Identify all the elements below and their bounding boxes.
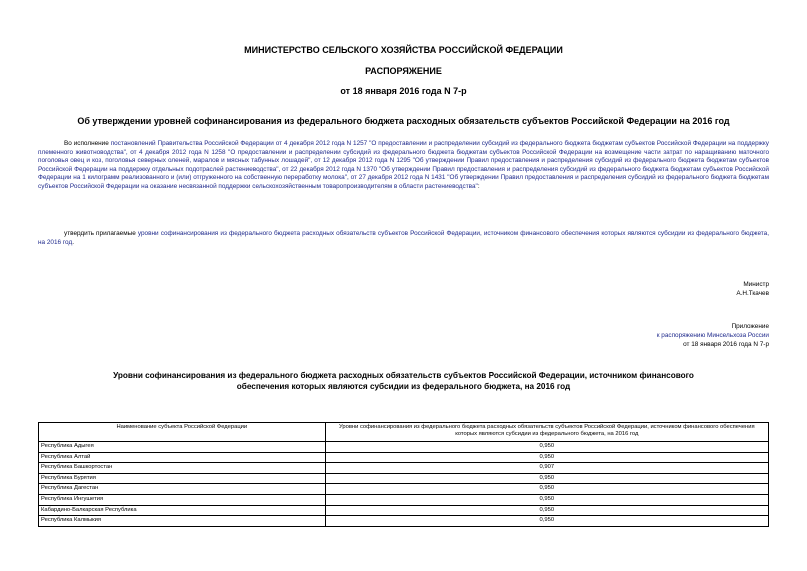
table-row: [39, 494, 769, 505]
table-header-level: Уровни софинансирования из федерального бюджета расходных обязательств субъектов Российской Федерации, источником финансового обеспечения которых являются субсидии из федерального бюджета, на 2016 год: [325, 423, 768, 442]
table-row: [39, 452, 769, 463]
appendix-label: Приложение: [731, 323, 769, 330]
level-value-cell: 0,950: [325, 516, 768, 527]
table-row: [39, 516, 769, 527]
level-value-cell: 0,907: [325, 463, 768, 474]
decree-links[interactable]: постановлений Правительства Российской Федерации от 4 декабря 2012 года N 1257 "О предоставлении и распределении субсидий из федерального бюджета бюджетам субъектов Российской Федерации на поддержку племенного животноводства", от 4 декабря 2012 года N 1258 "О предоставлении и распределении субсидий из федерального бюджета бюджетам субъектов Российской Федерации на возмещение части затрат по наращиванию маточного поголовья овец и коз, поголовья северных оленей, маралов и мясных табунных лошадей", от 12 декабря 2012 года N 1295 "Об утверждении Правил предоставления и распределения субсидий из федерального бюджета бюджетам субъектов Российской Федерации на поддержку отдельных подотраслей растениеводства", от 22 декабря 2012 года N 1370 "Об утверждении Правил предоставления и распределения субсидий из федерального бюджета бюджетам субъектов Российской Федерации на 1 килограмм реализованного и (или) отгруженного на собственную переработку молока", от 27 декабря 2012 года N 1431 "Об утверждении Правил предоставления и распределения субсидий из федерального бюджета бюджетам субъектов Российской Федерации на оказание несвязанной поддержки сельскохозяйственным товаропроизводителям в области растениеводства": [38, 140, 769, 190]
table-row: [39, 442, 769, 453]
region-name-cell: Кабардино-Балкарская Республика: [39, 505, 326, 516]
level-value-cell: 0,950: [325, 452, 768, 463]
appendix-title: Уровни софинансирования из федерального бюджета расходных обязательств субъектов Российской Федерации, источником финансового обеспечения которых являются субсидии из федерального бюджета, на 2016 год: [113, 371, 694, 391]
table-body: [39, 442, 769, 527]
table-header-row: [39, 423, 769, 442]
level-value-cell: 0,950: [325, 494, 768, 505]
ministry-heading: МИНИСТЕРСТВО СЕЛЬСКОГО ХОЗЯЙСТВА РОССИЙСКОЙ ФЕДЕРАЦИИ: [244, 45, 563, 55]
approve-paragraph: [38, 230, 769, 247]
approve-link[interactable]: уровни софинансирования из федерального бюджета расходных обязательств субъектов Российской Федерации, источником финансового обеспечения которых являются субсидии из федерального бюджета, на 2016 год: [38, 230, 769, 246]
doc-title: Об утверждении уровней софинансирования из федерального бюджета расходных обязательств субъектов Российской Федерации на 2016 год: [77, 116, 730, 126]
region-name-cell: Республика Алтай: [39, 452, 326, 463]
table-row: [39, 484, 769, 495]
signature-position: Министр: [743, 281, 769, 288]
region-name-cell: Республика Ингушетия: [39, 494, 326, 505]
region-name-cell: Республика Калмыкия: [39, 516, 326, 527]
table-row: [39, 505, 769, 516]
preamble-end: :: [477, 182, 480, 190]
levels-table: [38, 422, 769, 527]
signature-name: А.Н.Ткачев: [736, 290, 769, 297]
level-value-cell: 0,950: [325, 442, 768, 453]
appendix-ref[interactable]: к распоряжению Минсельхоза России: [656, 332, 769, 339]
level-value-cell: 0,950: [325, 473, 768, 484]
preamble-start: Во исполнение: [64, 140, 111, 147]
doc-date-number: от 18 января 2016 года N 7-р: [340, 86, 467, 96]
doc-type-heading: РАСПОРЯЖЕНИЕ: [365, 66, 442, 76]
region-name-cell: Республика Бурятия: [39, 473, 326, 484]
appendix-date: от 18 января 2016 года N 7-р: [683, 341, 769, 348]
signature-block: [500, 280, 769, 298]
approve-start: утвердить прилагаемые: [64, 230, 138, 237]
table-row: [39, 473, 769, 484]
region-name-cell: Республика Адыгея: [39, 442, 326, 453]
region-name-cell: Республика Башкортостан: [39, 463, 326, 474]
table-row: [39, 463, 769, 474]
region-name-cell: Республика Дагестан: [39, 484, 326, 495]
preamble-paragraph: [38, 140, 769, 192]
approve-end: .: [72, 238, 74, 246]
table-header-region: Наименование субъекта Российской Федерации: [39, 423, 326, 442]
appendix-block: [500, 322, 769, 349]
level-value-cell: 0,950: [325, 505, 768, 516]
level-value-cell: 0,950: [325, 484, 768, 495]
